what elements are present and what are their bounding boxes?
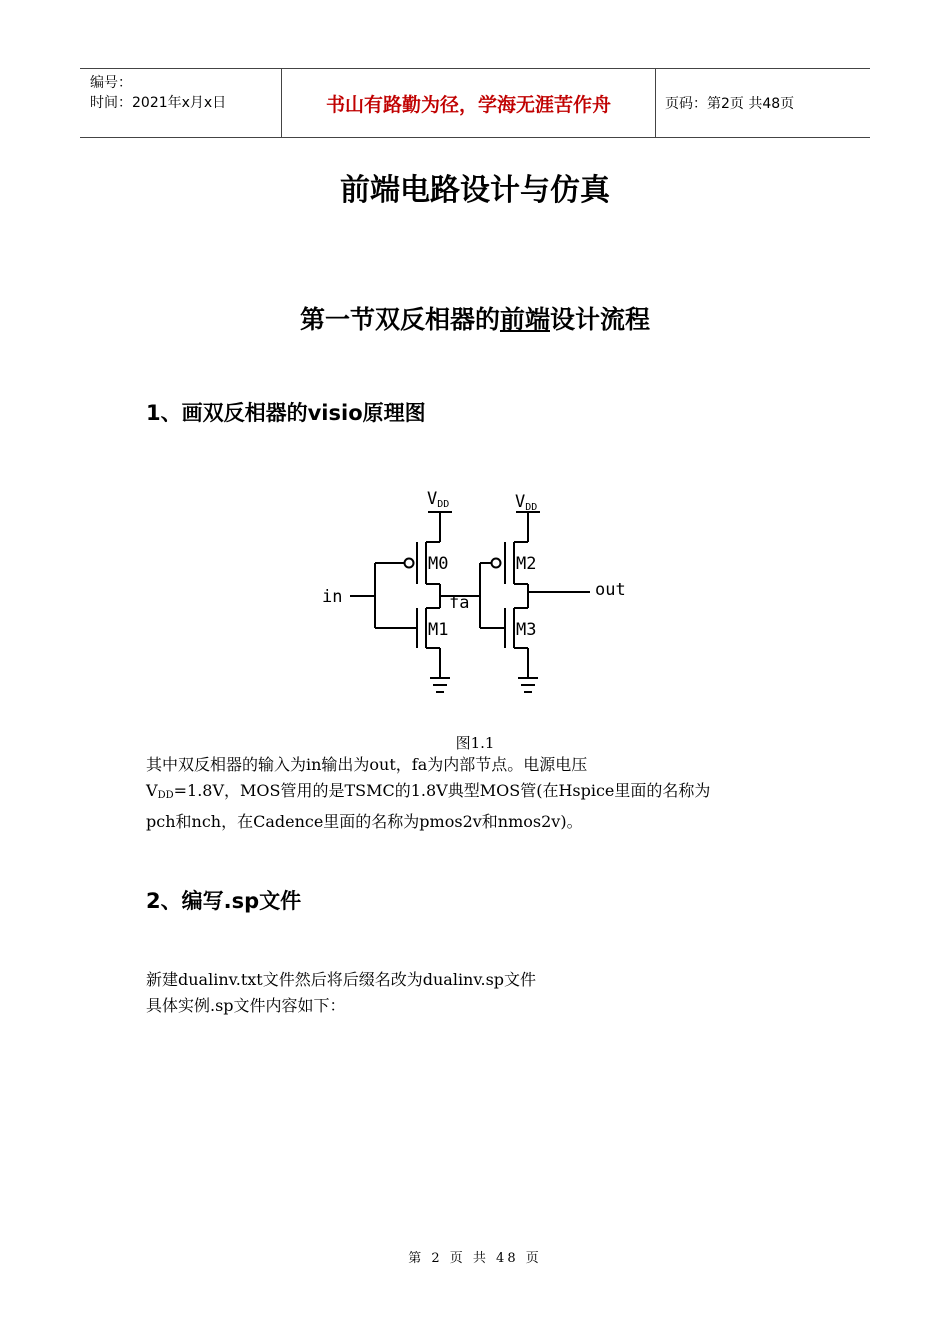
header-number: 编号： [90,75,132,91]
description-paragraph [146,752,710,835]
header-page-number: 页码：第2页 共48页 [665,96,795,112]
section-heading-after: 设计流程 [550,305,651,334]
dual-inverter-schematic [320,480,640,705]
vdd-label-right: VDD [515,492,538,513]
label-out: out [595,580,626,600]
section-heading-before: 第一节双反相器的 [299,305,500,334]
description-line-3: pch和nch，在Cadence里面的名称为pmos2v和nmos2v)。 [146,812,583,831]
label-in: in [322,587,343,607]
heading-write-sp-file: 2、编写.sp文件 [146,889,302,913]
header-time: 时间：2021年x月x日 [90,95,227,111]
label-m2: M2 [516,554,537,574]
sp-file-paragraph [146,967,536,1019]
label-m1: M1 [428,620,449,640]
page-header [80,68,870,138]
label-m3: M3 [516,620,537,640]
figure-caption: 图1.1 [455,734,495,752]
section-heading [0,300,950,336]
document-title: 前端电路设计与仿真 [340,173,610,208]
label-fa: fa [449,593,470,613]
label-m0: M0 [428,554,449,574]
description-line-1: 其中双反相器的输入为in输出为out，fa为内部节点。电源电压 [146,755,588,774]
vdd-label-left: VDD [427,489,450,510]
sp-file-line-2: 具体实例.sp文件内容如下： [146,996,346,1015]
heading-draw-schematic: 1、画双反相器的visio原理图 [146,401,426,425]
section-heading-underlined: 前端 [499,305,550,334]
sp-file-line-1: 新建dualinv.txt文件然后将后缀名改为dualinv.sp文件 [146,970,537,989]
description-line-2: $V_{DD}=1.8V$，MOS管用的是TSMC的1.8V典型MOS管(在Hspice里面的名称为 [146,781,711,801]
header-info [90,73,226,113]
header-motto: 书山有路勤为径，学海无涯苦作舟 [281,69,656,137]
page-footer: 第 2 页 共 48 页 [408,1251,542,1266]
